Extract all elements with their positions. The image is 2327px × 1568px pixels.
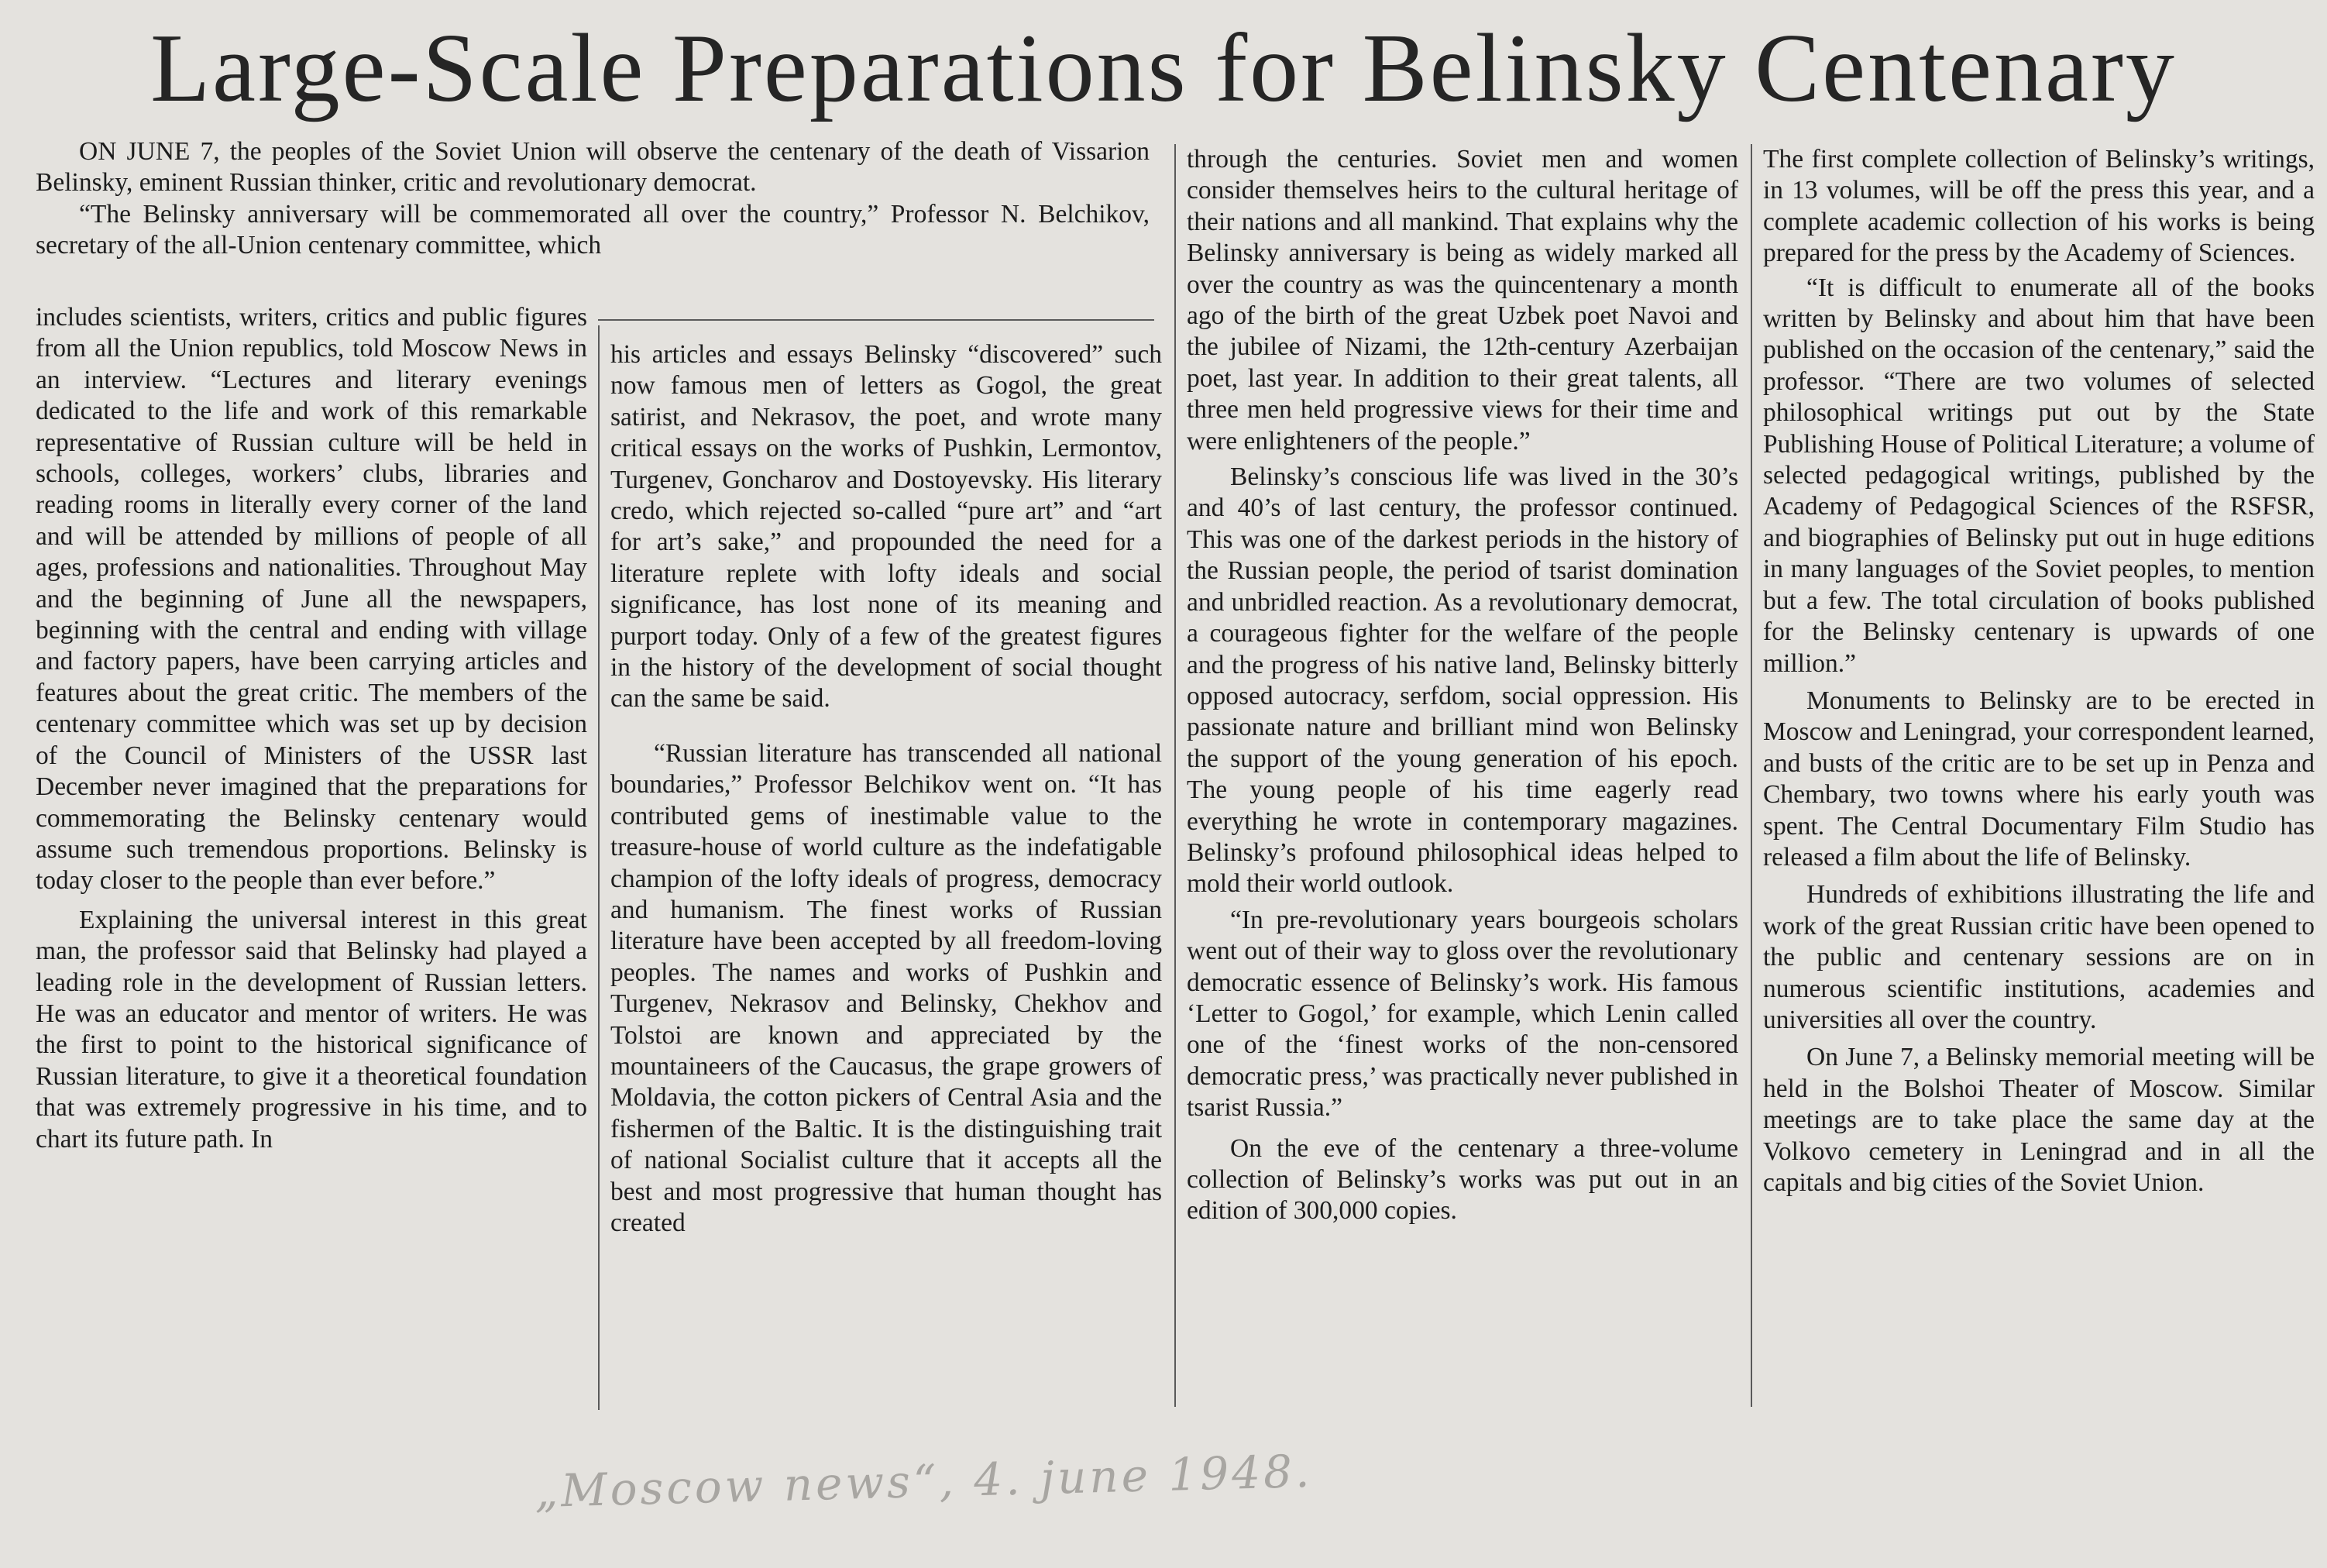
column-2-paragraph-1: his articles and essays Belinsky “discovered” such now famous men of letters as Gogol, the great satirist, and Nekrasov, the poet, and wrote many critical essays on the works of Pushkin, Lermontov, Turgenev, Goncharov and Dostoyevsky. His literary credo, which rejected so-called “pure art” and “art for art’s sake,” and propounded the need for a literature replete with lofty ideals and social significance, has lost none of its meaning and purport today. Only of a few of the greatest figures in the history of the development of social thought can the same be said.: [610, 340, 1162, 714]
column-3-paragraph-2: Belinsky’s conscious life was lived in the 30’s and 40’s of last century, the professor continued. This was one of the darkest periods in the history of the Russian people, the period of tsarist domination and unbridled reaction. As a revolutionary democrat, a courageous fighter for the welfare of the people and the progress of his native land, Belinsky bitterly opposed autocracy, serfdom, social oppression. His passionate nature and brilliant mind won Belinsky the support of the young generation of his epoch. The young people of his time eagerly read everything he wrote in contemporary magazines. Belinsky’s profound philosophical ideas helped to mold their world outlook.: [1187, 462, 1738, 899]
column-1-paragraph-2: Explaining the universal interest in this great man, the professor said that Belinsky had played a leading role in the development of Russian letters. He was an educator and mentor of writers. He was the first to point to the historical significance of Russian literature, to give it a theoretical foundation that was extremely progressive in his time, and to chart its future path. In: [36, 905, 587, 1154]
column-rule-3: [1751, 144, 1752, 1407]
headline: Large-Scale Preparations for Belinsky Centenary: [150, 15, 2177, 122]
column-rule-2: [1174, 144, 1176, 1407]
column-3-paragraph-3: “In pre-revolutionary years bourgeois scholars went out of their way to gloss over the revolutionary democratic essence of Belinsky’s work. His famous ‘Letter to Gogol,’ for example, which Lenin called one of the ‘finest works of the non-censored democratic press,’ was practically never published in tsarist Russia.”: [1187, 905, 1738, 1123]
column-4-paragraph-2: “It is difficult to enumerate all of the books written by Belinsky and about him that have been published on the occasion of the centenary,” said the professor. “There are two volumes of selected philosophical writings put out by the State Publishing House of Political Literature; a volume of selected pedagogical writings, published by the Academy of Pedagogical Sciences of the RSFSR, and biographies of Belinsky put out in huge editions in many languages of the Soviet peoples, to mention but a few. The total circulation of books published for the Belinsky centenary is upwards of one million.”: [1763, 273, 2315, 678]
column-2: [610, 339, 1162, 1239]
lead-paragraph-2: “The Belinsky anniversary will be commemorated all over the country,” Professor N. Belchikov, secretary of the all-Union centenary committee, which: [36, 199, 1150, 260]
column-4-paragraph-4: Hundreds of exhibitions illustrating the life and work of the great Russian critic have been opened to the public and centenary sessions are on in numerous scientific institutions, academies and universities all over the country.: [1763, 880, 2315, 1034]
lead-paragraph-1: ON JUNE 7, the peoples of the Soviet Union will observe the centenary of the death of Vissarion Belinsky, eminent Russian thinker, critic and revolutionary democrat.: [36, 137, 1150, 198]
column-4-paragraph-3: Monuments to Belinsky are to be erected in Moscow and Leningrad, your correspondent learned, and busts of the critic are to be set up in Penza and Chembary, two towns where his early youth was spent. The Central Documentary Film Studio has released a film about the life of Belinsky.: [1763, 686, 2315, 872]
lead-divider: [598, 319, 1154, 321]
lead-paragraphs: [36, 136, 1150, 262]
column-1-paragraph-1: includes scientists, writers, critics and public figures from all the Union republics, told Moscow News in an interview. “Lectures and literary evenings dedicated to the life and work of this remarkable representative of Russian culture will be held in schools, colleges, workers’ clubs, libraries and reading rooms in literally every corner of the land and will be attended by millions of people of all ages, professions and nationalities. Throughout May and the beginning of June all the newspapers, beginning with the central and ending with village and factory papers, have been carrying articles and features about the great critic. The members of the centenary committee which was set up by decision of the Council of Ministers of the USSR last December never imagined that the preparations for commemorating the Belinsky centenary would assume such tremendous proportions. Belinsky is today closer to the people than ever before.”: [36, 303, 587, 896]
column-3: [1187, 144, 1738, 1227]
column-1: [36, 302, 587, 1155]
column-rule-1: [598, 325, 600, 1410]
column-3-paragraph-4: On the eve of the centenary a three-volume collection of Belinsky’s works was put out in an edition of 300,000 copies.: [1187, 1133, 1738, 1226]
handwritten-source-note: „Moscow news“, 4. june 1948.: [534, 1444, 1314, 1518]
column-4-paragraph-1: The first complete collection of Belinsky’s writings, in 13 volumes, will be off the press this year, and a complete academic collection of his works is being prepared for the press by the Academy of Sciences.: [1763, 145, 2315, 268]
column-4: [1763, 144, 2315, 1198]
column-2-paragraph-2: “Russian literature has transcended all national boundaries,” Professor Belchikov went on. “It has contributed gems of inestimable value to the treasure-house of world culture as the indefatigable champion of the lofty ideals of progress, democracy and humanism. The finest works of Russian literature have been accepted by all freedom-loving peoples. The names and works of Pushkin and Turgenev, Nekrasov and Belinsky, Chekhov and Tolstoi are known and appreciated by the mountaineers of the Caucasus, the grape growers of Moldavia, the cotton pickers of Central Asia and the fishermen of the Baltic. It is the distinguishing trait of national Socialist culture that it accepts all the best and most progressive that human thought has created: [610, 738, 1162, 1237]
column-4-paragraph-5: On June 7, a Belinsky memorial meeting will be held in the Bolshoi Theater of Moscow. Similar meetings are to take place the same day at the Volkovo cemetery in Leningrad and in all the capitals and big cities of the Soviet Union.: [1763, 1043, 2315, 1197]
column-3-paragraph-1: through the centuries. Soviet men and women consider themselves heirs to the cultural heritage of their nations and all mankind. That explains why the Belinsky anniversary is being as widely marked all over the country as was the quincentenary a month ago of the birth of the great Uzbek poet Navoi and the jubilee of Nizami, the 12th-century Azerbaijan poet, last year. In addition to their great talents, all three men held progressive views for their time and were enlighteners of the people.”: [1187, 145, 1738, 456]
